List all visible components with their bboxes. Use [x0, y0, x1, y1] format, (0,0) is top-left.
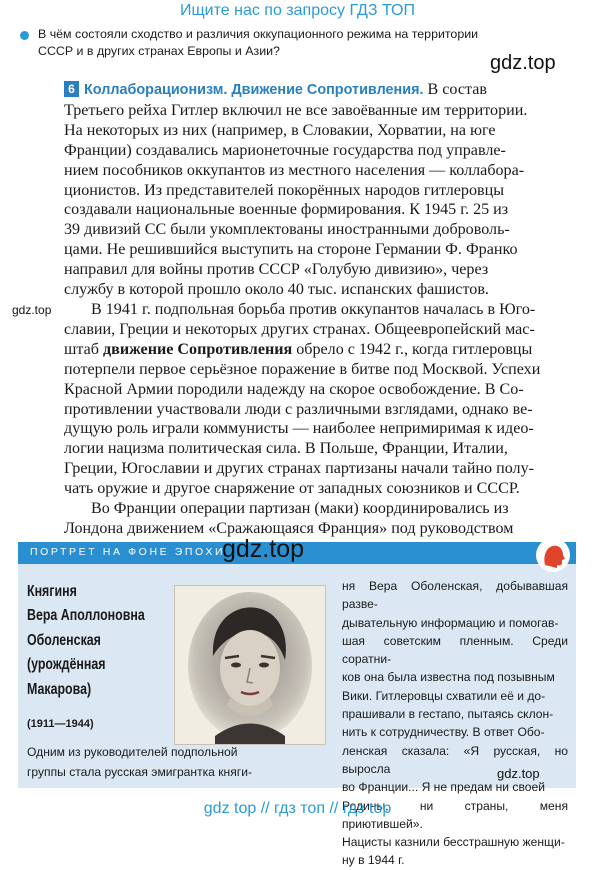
- name-line: Оболенская: [27, 631, 101, 649]
- portrait-header-title: ПОРТРЕТ НА ФОНЕ ЭПОХИ: [30, 546, 226, 558]
- text-line: потерпели первое серьёзное поражение в битве под Москвой. Успехи: [64, 360, 541, 378]
- text-line: штаб: [64, 340, 103, 358]
- text-line: дывательную информацию и помогав-: [342, 615, 559, 630]
- text-line: группы стала русская эмигрантка княги-: [27, 764, 252, 779]
- name-line: (урождённая: [27, 656, 106, 674]
- name-line: Княгиня: [27, 583, 77, 600]
- text-line: ционистов. Из представителей покорённых народов гитлеровцы: [64, 181, 505, 199]
- name-line: Вера Аполлоновна: [27, 607, 145, 625]
- text-line: ня Вера Оболенская, добывавшая разве-: [342, 579, 568, 612]
- question-line: СССР и в других странах Европы и Азии?: [38, 44, 280, 58]
- text-line: 39 дивизий СС были укомплектованы иностранными доброволь-: [64, 221, 510, 239]
- paragraph: [64, 499, 556, 539]
- portrait-text-left: [27, 743, 289, 782]
- watermark: gdz.top: [490, 52, 556, 74]
- watermark: gdz.top: [497, 766, 540, 781]
- text-line: славии, Греции и некоторых других странах. Общеевропейский мас-: [64, 320, 535, 338]
- text-line: ленская сказала: «Я русская, но выросла: [342, 743, 568, 776]
- section-title: Коллаборационизм. Движение Сопротивления.: [84, 82, 424, 98]
- text-line: Лондона движением «Сражающаяся Франция» под руководством: [64, 519, 514, 537]
- text-line: В состав: [423, 81, 487, 98]
- text-line: службу в которой прошло около 40 тыс. испанских фашистов.: [64, 281, 489, 299]
- question-line: В чём состояли сходство и различия оккупационного режима на территории: [38, 27, 479, 41]
- text-line: логии нацизма политическая сила. В Польше, Франции, Италии,: [64, 440, 508, 458]
- text-line: цами. Не решившийся выступить на стороне Германии Ф. Франко: [64, 241, 518, 259]
- text-line: На некоторых из них (например, в Словакии, Хорватии, на юге: [64, 121, 496, 139]
- text-line: направил для войны против СССР «Голубую дивизию», через: [64, 261, 489, 279]
- text-line: Красной Армии породили надежду на скорое освобождение. В Со-: [64, 380, 524, 398]
- text-line: противлении участвовали люди с различными взглядами, однако ве-: [64, 400, 533, 418]
- text-line: ков она была известна под позывным: [342, 670, 555, 685]
- text-line: во Франции... Я не предам ни своей: [342, 780, 545, 795]
- text-line: Греции, Югославии и других странах партизаны начали тайно полу-: [64, 460, 534, 478]
- text-line: Франции) создавались марионеточные государства под управле-: [64, 141, 506, 159]
- name-line: Макарова): [27, 680, 92, 698]
- text-line: обрело с 1942 г., когда гитлеровцы: [292, 340, 533, 358]
- text-line: нием пособников оккупантов из местного населения — коллабора-: [64, 161, 525, 179]
- section-number-badge: 6: [64, 81, 79, 97]
- text-line: создавали национальные военные формирования. К 1945 г. 25 из: [64, 201, 509, 219]
- watermark: gdz.top: [222, 535, 305, 563]
- text-line: дущую роль играли коммунисты — наиболее непримиримая к идео-: [64, 420, 534, 438]
- text-line: прашивали в гестапо, пытаясь склон-: [342, 707, 554, 722]
- key-term: движение Сопротивления: [102, 340, 293, 358]
- top-banner: Ищите нас по запросу ГДЗ ТОП: [180, 2, 415, 19]
- text-line: ну в 1944 г.: [342, 853, 405, 868]
- paragraph: [64, 300, 556, 499]
- paragraph: [64, 80, 556, 300]
- portrait-photo: [174, 585, 326, 745]
- text-line: шая советским пленным. Среди соратни-: [342, 633, 568, 667]
- text-line: Нацисты казнили бесстрашную женщи-: [342, 835, 565, 850]
- section-body: [64, 80, 556, 539]
- watermark: gdz.top: [12, 303, 52, 317]
- portrait-text-right: [342, 577, 568, 870]
- profile-head-icon: [536, 538, 570, 572]
- text-line: Вики. Гитлеровцы схватили её и до-: [342, 688, 546, 703]
- text-line: Во Франции операции партизан (маки) координировались из: [91, 500, 509, 518]
- text-line: чать оружие и другое снаряжение от западных союзников и СССР.: [64, 480, 520, 498]
- text-line: Третьего рейха Гитлер включил не все завоёванные им территории.: [64, 101, 528, 119]
- bottom-banner: gdz top // гдз топ // гдз top: [203, 800, 392, 817]
- text-line: В 1941 г. подпольная борьба против оккупантов началась в Юго-: [91, 300, 536, 318]
- life-dates: (1911—1944): [27, 718, 94, 730]
- text-line: нить к сотрудничеству. В ответ Обо-: [342, 725, 545, 740]
- bullet-dot-icon: [20, 31, 29, 40]
- text-line: Родины, ни страны, меня приютившей».: [342, 798, 568, 831]
- text-line: Одним из руководителей подпольной: [27, 745, 238, 759]
- person-name: [27, 580, 147, 702]
